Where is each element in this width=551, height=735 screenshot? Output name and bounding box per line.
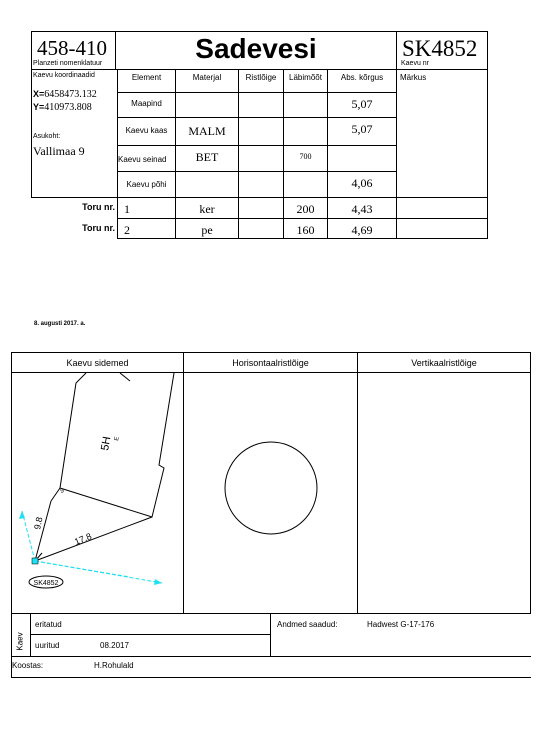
pipe-label: Toru nr.: [82, 223, 115, 233]
table-row-abs-height: 5,07: [351, 97, 373, 111]
compiled-label: Koostas:: [12, 661, 44, 670]
tie-dimension: 17.8: [73, 531, 94, 547]
compiled-value: H.Rohulald: [94, 661, 134, 670]
table-row-element: Kaevu seinad: [118, 155, 167, 164]
table-row-element: Kaevu kaas: [125, 126, 168, 135]
pipe-material: pe: [201, 223, 213, 237]
x-label: X=: [33, 89, 45, 99]
pipe-abs-height: 4,43: [351, 202, 373, 216]
table-row-material: BET: [195, 150, 219, 164]
table-row-element: Maapind: [131, 99, 162, 108]
tie-line: [35, 501, 51, 561]
surveyed-label: uuritud: [35, 641, 60, 650]
well-id: SK4852: [402, 36, 478, 61]
col-header-abs-height: Abs. kõrgus: [340, 73, 384, 82]
panel-title-ties: Kaevu sidemed: [66, 358, 129, 368]
pipe-label: Toru nr.: [82, 202, 115, 212]
coords-caption: Kaevu koordinaadid: [33, 72, 95, 79]
data-source-label: Andmed saadud:: [277, 620, 338, 629]
document-title: Sadevesi: [195, 33, 317, 64]
x-value: 6458473.132: [44, 89, 97, 100]
col-header-element: Element: [131, 73, 162, 82]
pipe-diameter: 200: [296, 202, 315, 216]
building-outline: [120, 373, 130, 381]
table-row-diameter: 700: [299, 152, 312, 161]
data-source-value: Hadwest G-17-176: [367, 620, 435, 629]
pipe-line: [35, 561, 130, 577]
pipe-material: ker: [199, 202, 215, 216]
well-caption: Kaevu nr: [401, 60, 430, 67]
pipe-abs-height: 4,69: [351, 223, 373, 237]
table-row-element: Kaevu põhi: [126, 180, 167, 189]
y-label: Y=: [33, 102, 45, 112]
building-outline: [60, 373, 174, 517]
well-marker: [32, 558, 38, 564]
tie-dimension: 9.8: [32, 516, 45, 531]
table-row-abs-height: 4,06: [351, 176, 373, 190]
col-header-cross-section: Ristlõige: [245, 73, 277, 82]
panel-title-horizontal: Horisontaalristlõige: [232, 358, 309, 368]
kaev-label: Kaev: [15, 632, 25, 651]
pipe-diameter: 160: [296, 223, 315, 237]
location-value: Vallimaa 9: [33, 144, 85, 158]
pipe-number: 1: [124, 202, 130, 216]
pipe-arrow: [154, 579, 162, 585]
building-label: 5H: [99, 435, 114, 452]
well-tag: SK4852: [33, 580, 59, 587]
well-ties-sketch: [12, 373, 183, 613]
location-caption: Asukoht:: [33, 133, 61, 140]
pipe-number: 2: [124, 223, 130, 237]
pipe-arrow: [19, 511, 25, 519]
col-header-diameter: Läbimõõt: [289, 73, 322, 82]
tie-line: [35, 517, 152, 561]
col-header-notes: Märkus: [400, 73, 427, 82]
col-header-material: Materjal: [192, 73, 222, 82]
removed-label: eritatud: [35, 620, 62, 629]
sheet-caption: Planzeti nomenklatuur: [33, 60, 103, 67]
building-outline: [76, 373, 86, 383]
y-coordinate: [33, 97, 92, 115]
horizontal-section-sketch: [184, 373, 357, 613]
well-circle: [225, 442, 317, 534]
table-row-abs-height: 5,07: [351, 122, 373, 136]
surveyed-value: 08.2017: [100, 641, 129, 650]
date-note: 8. augusti 2017. a.: [34, 321, 86, 327]
y-value: 410973.808: [44, 102, 92, 113]
panel-title-vertical: Vertikaalristlõige: [411, 358, 477, 368]
sheet-code: 458-410: [37, 36, 107, 60]
building-sublabel: E: [114, 436, 121, 442]
pipe-line: [22, 511, 35, 561]
corner-mark: 9: [59, 488, 65, 495]
table-row-material: MALM: [188, 124, 226, 138]
tie-line: [51, 488, 60, 501]
